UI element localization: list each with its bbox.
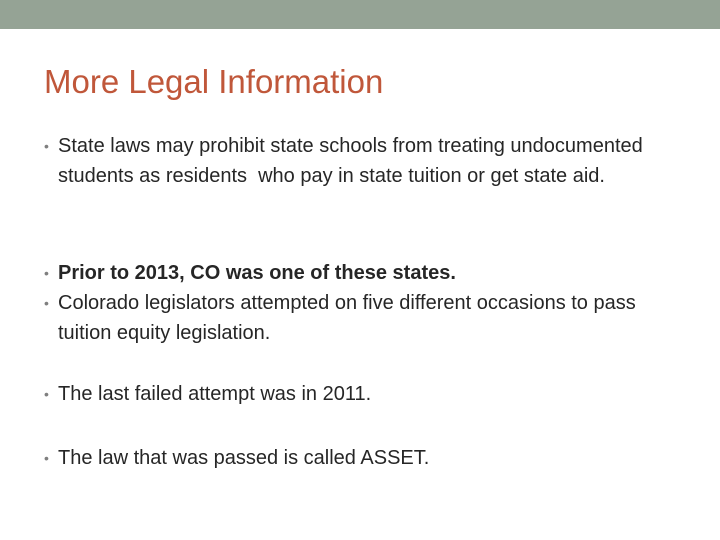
bullet-icon: • (44, 450, 49, 466)
bullet-icon: • (44, 386, 49, 402)
bullet-text: State laws may prohibit state schools from treating undocumented students as residents who pay in state tuition or get state aid. (58, 135, 649, 187)
bullet-icon: • (44, 138, 49, 154)
bullet-item-state-laws (44, 131, 649, 191)
bullet-item-prior-2013 (44, 258, 684, 288)
bullet-item-colorado-legislators (44, 288, 684, 348)
slide-title: More Legal Information (44, 63, 384, 100)
bullet-text: Prior to 2013, CO was one of these states. (58, 262, 456, 284)
bullet-icon: • (44, 295, 49, 311)
bullet-item-asset-law (44, 443, 684, 473)
top-accent-bar (0, 0, 720, 29)
bullet-item-last-failed-attempt (44, 379, 684, 409)
bullet-text: The law that was passed is called ASSET. (58, 447, 430, 469)
bullet-text: The last failed attempt was in 2011. (58, 383, 372, 405)
bullet-icon: • (44, 265, 49, 281)
bullet-text: Colorado legislators attempted on five different occasions to pass tuition equity legislation. (58, 292, 636, 344)
